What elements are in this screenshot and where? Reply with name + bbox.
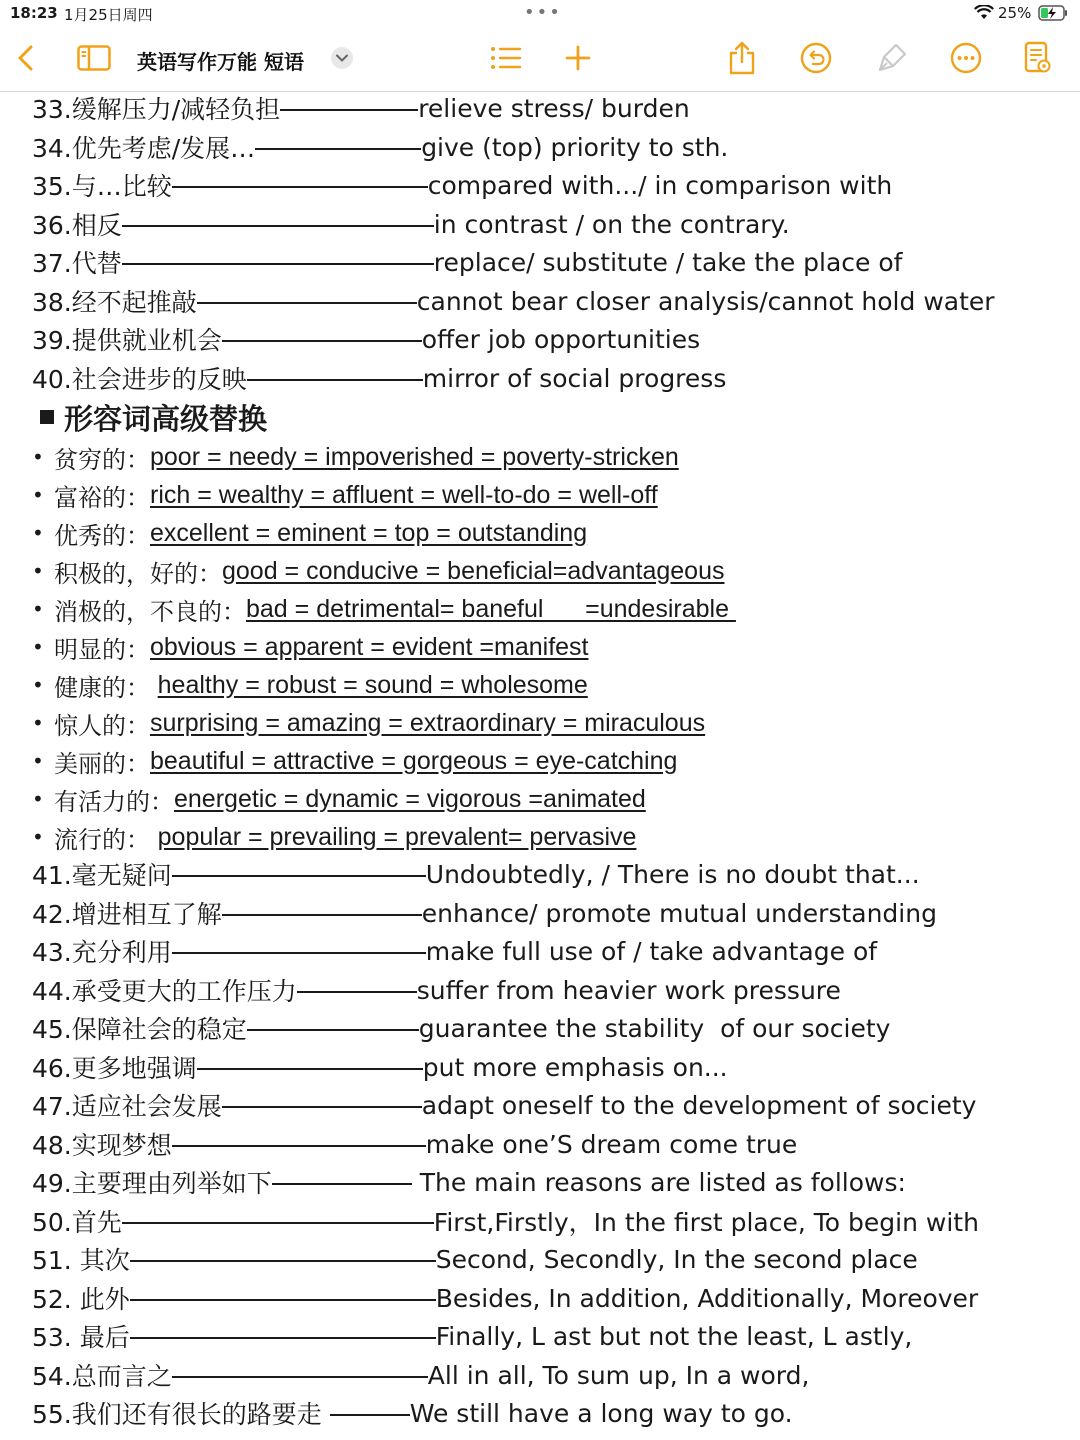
synonym-cn: 贫穷的： [54,445,150,474]
dash-line [172,952,426,954]
status-date: 1月25日周四 [64,6,153,24]
synonym-cn: 富裕的： [54,483,150,512]
phrase-row-44 [32,971,841,1009]
synonym-en: excellent = eminent = top = outstanding [150,518,588,547]
status-bar [0,0,1080,26]
phrase-row-43 [32,932,877,970]
dash-line [297,991,417,993]
phrase-row-34 [32,128,728,166]
undo-icon[interactable] [798,40,834,76]
phrase-row-47 [32,1086,976,1124]
synonym-item-poor [32,438,679,476]
phrase-row-52 [32,1279,978,1317]
phrase-en: give (top) priority to sth. [421,132,729,162]
phrase-cn: 35.与…比较 [32,172,172,201]
phrase-cn: 52. 此外 [32,1285,130,1314]
bullet-dot-icon: • [32,521,44,545]
battery-charging-icon [1038,5,1068,25]
phrase-row-38 [32,282,995,320]
phrase-cn: 34.优先考虑/发展… [32,134,256,163]
phrase-cn: 45.保障社会的稳定 [32,1015,247,1044]
synonym-en: popular = prevailing = prevalent= pervasive [157,822,637,851]
phrase-cn: 53. 最后 [32,1323,130,1352]
phrase-en: suffer from heavier work pressure [416,975,841,1005]
phrase-cn: 50.首先 [32,1208,122,1237]
share-icon[interactable] [724,40,760,76]
phrase-row-46 [32,1048,728,1086]
synonym-item-excellent [32,514,587,552]
dash-line [222,340,422,342]
phrase-row-51 [32,1240,918,1278]
synonym-en: bad = detrimental= baneful =undesirable [246,594,736,623]
phrase-en: adapt oneself to the development of society [421,1090,977,1120]
synonym-item-surprising [32,704,705,742]
phrase-cn: 44.承受更大的工作压力 [32,977,297,1006]
synonym-cn: 优秀的： [54,521,150,550]
add-plus-icon[interactable] [560,40,596,76]
bullet-dot-icon: • [32,673,44,697]
phrase-en: make one’S dream come true [425,1129,798,1159]
phrase-en: put more emphasis on... [422,1052,728,1082]
notes-toolbar [0,28,1080,90]
dash-line [272,1183,412,1185]
phrase-cn: 37.代替 [32,249,122,278]
phrase-en: All in all, To sum up, In a word, [427,1360,810,1390]
phrase-en: in contrast / on the contrary. [433,209,790,239]
phrase-en: Finally, L ast but not the least, L astly, [435,1321,913,1351]
phrase-cn: 51. 其次 [32,1246,130,1275]
synonym-item-obvious [32,628,589,666]
dash-line [222,914,422,916]
phrase-en: Undoubtedly, / There is no doubt that... [425,859,920,889]
document-title[interactable]: 英语写作万能 短语 [137,50,304,74]
synonym-en: beautiful = attractive = gorgeous = eye-catching [150,746,678,775]
phrase-cn: 39.提供就业机会 [32,326,222,355]
status-time: 18:23 [10,4,58,22]
note-body[interactable] [0,90,1080,1440]
bullet-dot-icon: • [32,559,44,583]
bullet-dot-icon: • [32,711,44,735]
phrase-cn: 36.相反 [32,211,122,240]
markup-pen-icon[interactable] [874,40,910,76]
sidebar-toggle-icon[interactable] [76,40,112,76]
synonym-en: energetic = dynamic = vigorous =animated [174,784,646,813]
synonym-item-bad [32,590,736,628]
phrase-en: First,Firstly，In the first place, To begin with [433,1208,979,1237]
phrase-row-41 [32,855,920,893]
synonym-item-healthy [32,666,588,704]
dash-line [122,263,434,265]
synonym-item-good [32,552,724,590]
synonym-cn: 明显的： [54,635,150,664]
dash-line [247,379,423,381]
phrase-en: relieve stress/ burden [418,93,690,123]
dash-line [130,1260,436,1262]
phrase-en: mirror of social progress [422,363,727,393]
bullet-dot-icon: • [32,787,44,811]
dash-line [172,875,426,877]
synonym-item-energetic [32,780,646,818]
synonym-en: surprising = amazing = extraordinary = miraculous [150,708,706,737]
phrase-row-48 [32,1125,797,1163]
synonym-item-beautiful [32,742,677,780]
phrase-row-55 [32,1394,793,1432]
phrase-en: replace/ substitute / take the place of [433,247,903,277]
battery-percent: 25% [998,4,1032,22]
dash-line [255,148,421,150]
dash-line [247,1029,419,1031]
phrase-row-37 [32,243,902,281]
synonym-en: healthy = robust = sound = wholesome [157,670,588,699]
phrase-en: The main reasons are listed as follows: [411,1167,906,1197]
phrase-cn: 40.社会进步的反映 [32,365,247,394]
dash-line [130,1299,436,1301]
synonym-en: good = conducive = beneficial=advantageous [222,556,725,585]
synonym-item-rich [32,476,658,514]
synonym-cn: 美丽的： [54,749,150,778]
phrase-row-35 [32,166,892,204]
square-bullet-icon [40,410,54,424]
phrase-row-50 [32,1202,979,1240]
phrase-en: make full use of / take advantage of [425,936,878,966]
synonym-cn: 流行的： [54,825,158,854]
phrase-cn: 43.充分利用 [32,938,172,967]
dash-line [222,1106,422,1108]
title-chevron-down-icon[interactable] [331,47,353,69]
phrase-row-36 [32,205,790,243]
phrase-en: cannot bear closer analysis/cannot hold water [416,286,995,316]
phrase-cn: 46.更多地强调 [32,1054,197,1083]
phrase-cn: 47.适应社会发展 [32,1092,222,1121]
phrase-row-39 [32,320,700,358]
synonym-cn: 惊人的： [54,711,150,740]
dash-line [280,109,418,111]
synonym-en: obvious = apparent = evident =manifest [150,632,589,661]
dash-line [197,302,417,304]
dash-line [122,225,434,227]
synonym-cn: 消极的，不良的： [54,597,246,626]
bullet-dot-icon: • [32,749,44,773]
synonym-cn: 有活力的： [54,787,174,816]
phrase-cn: 41.毫无疑问 [32,861,172,890]
dash-line [330,1414,410,1416]
phrase-cn: 55.我们还有很长的路要走 [32,1400,330,1429]
dash-line [172,186,428,188]
phrase-en: Besides, In addition, Additionally, Moreover [435,1283,979,1313]
back-chevron-icon[interactable] [8,40,44,76]
phrase-cn: 54.总而言之 [32,1362,172,1391]
phrase-en: compared with.../ in comparison with [427,170,893,200]
phrase-cn: 42.增进相互了解 [32,900,222,929]
list-format-icon[interactable] [488,40,524,76]
dash-line [172,1376,428,1378]
section-heading [40,397,267,437]
wifi-icon [974,5,994,24]
synonym-cn: 积极的，好的： [54,559,222,588]
phrase-cn: 38.经不起推敲 [32,288,197,317]
dash-line [130,1337,436,1339]
phrase-row-53 [32,1317,912,1355]
phrase-en: We still have a long way to go. [409,1398,793,1428]
phrase-en: Second, Secondly, In the second place [435,1244,918,1274]
bullet-dot-icon: • [32,483,44,507]
section-heading-text: 形容词高级替换 [64,401,268,436]
dash-line [122,1222,434,1224]
phrase-en: offer job opportunities [421,324,701,354]
dash-line [172,1145,426,1147]
synonym-cn: 健康的： [54,673,158,702]
compose-note-icon[interactable] [1020,40,1056,76]
synonym-en: rich = wealthy = affluent = well-to-do = well-off [150,480,658,509]
bullet-dot-icon: • [32,445,44,469]
phrase-row-45 [32,1009,890,1047]
phrase-cn: 33.缓解压力/减轻负担 [32,95,281,124]
phrase-en: enhance/ promote mutual understanding [421,898,937,928]
synonym-item-popular [32,818,636,856]
dash-line [197,1068,423,1070]
multitask-dots-icon[interactable]: ••• [524,2,562,23]
more-options-icon[interactable] [948,40,984,76]
synonym-en: poor = needy = impoverished = poverty-stricken [150,442,679,471]
phrase-row-33 [32,90,690,127]
phrase-en: guarantee the stability of our society [418,1013,891,1043]
phrase-row-54 [32,1356,809,1394]
phrase-row-42 [32,894,937,932]
bullet-dot-icon: • [32,825,44,849]
phrase-row-49 [32,1163,906,1201]
phrase-row-40 [32,359,726,397]
bullet-dot-icon: • [32,635,44,659]
bullet-dot-icon: • [32,597,44,621]
phrase-cn: 49.主要理由列举如下 [32,1169,272,1198]
phrase-cn: 48.实现梦想 [32,1131,172,1160]
